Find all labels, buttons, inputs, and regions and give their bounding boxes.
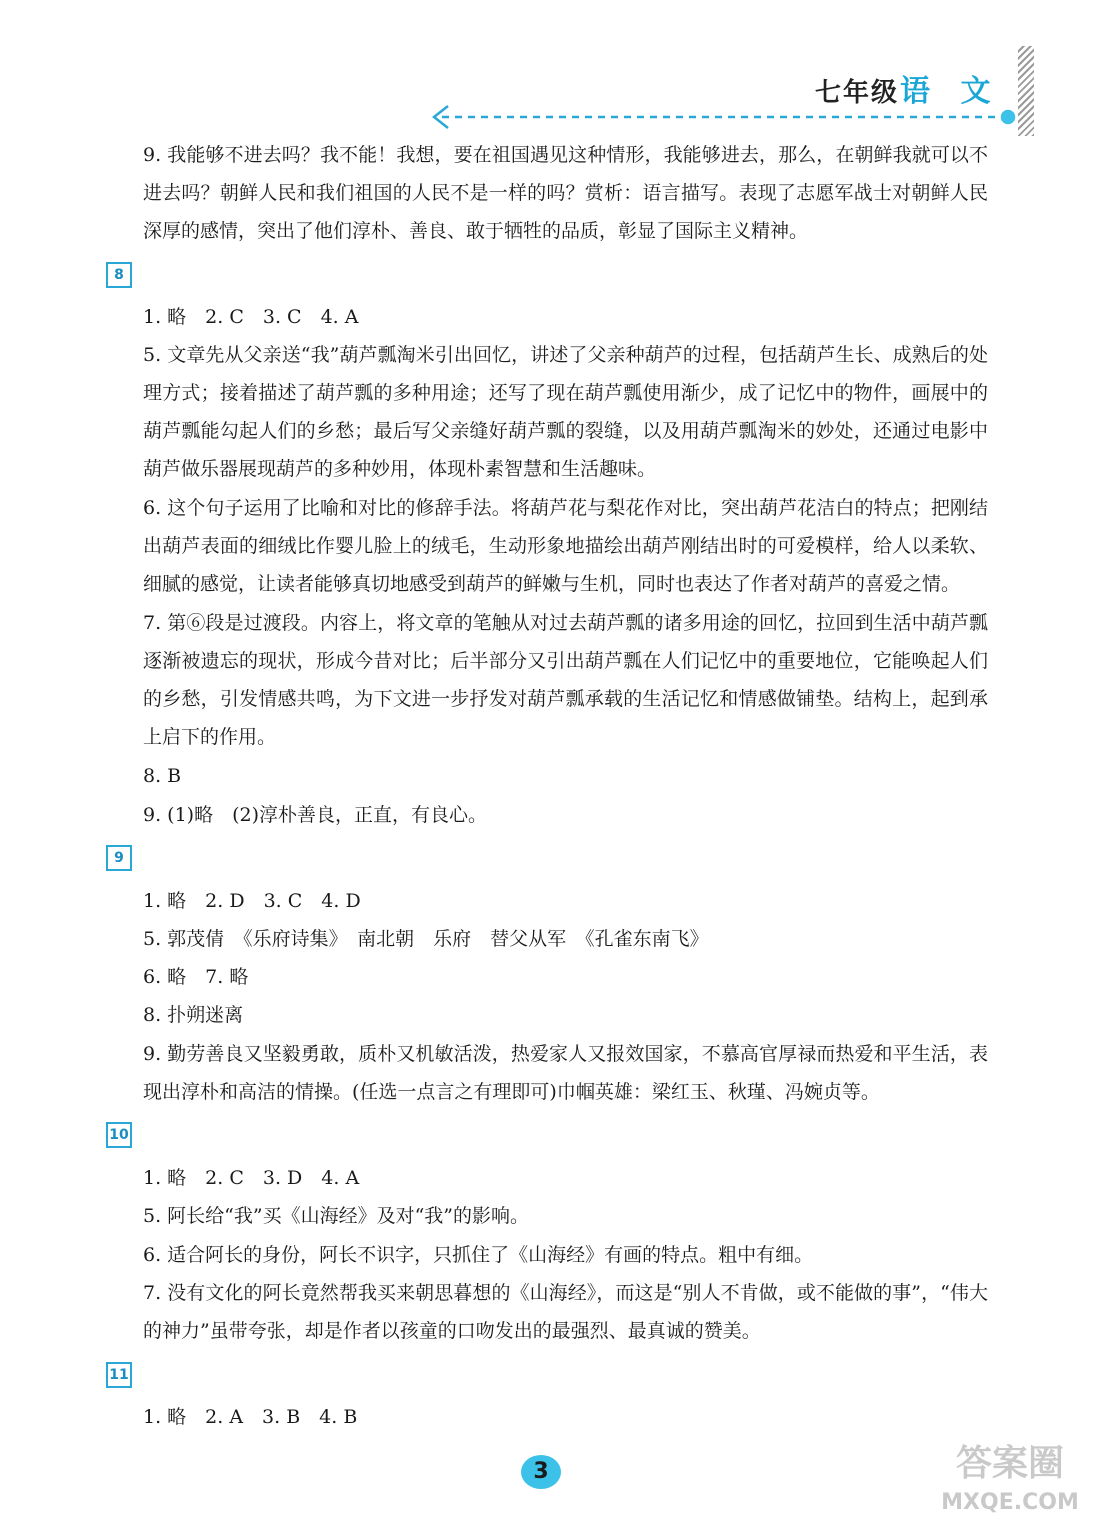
s9-question-1-4: 1. 略 2. D 3. C 4. D [143, 890, 361, 912]
s8-question-8: 8. B [143, 765, 182, 787]
s10-question-1-4: 1. 略 2. C 3. D 4. A [143, 1167, 360, 1189]
page-number: 3 [521, 1455, 561, 1489]
watermark-text-main: 答案圈 [955, 1443, 1064, 1484]
s8-question-5: 5. 文章先从父亲送“我”葫芦瓢淘米引出回忆，讲述了父亲种葫芦的过程，包括葫芦生长、成熟后的处理方式；接着描述了葫芦瓢的多种用途；还写了现在葫芦瓢使用渐少，成了记忆中的物件，画展中的葫芦瓢能勾起人们的乡愁；最后写父亲缝好葫芦瓢的裂缝，以及用葫芦瓢淘米的妙处，还通过电影中葫芦做乐器展现葫芦的多种妙用，体现朴素智慧和生活趣味。 [143, 344, 988, 480]
s8-question-7: 7. 第⑥段是过渡段。内容上，将文章的笔触从对过去葫芦瓢的诸多用途的回忆，拉回到生活中葫芦瓢逐渐被遗忘的现状，形成今昔对比；后半部分又引出葫芦瓢在人们记忆中的重要地位，它能唤起人们的乡愁，引发情感共鸣，为下文进一步抒发对葫芦瓢承载的生活记忆和情感做铺垫。结构上，起到承上启下的作用。 [143, 612, 988, 748]
s8-question-9: 9. (1)略 (2)淳朴善良，正直，有良心。 [143, 804, 487, 826]
s8-question-6: 6. 这个句子运用了比喻和对比的修辞手法。将葫芦花与梨花作对比，突出葫芦花洁白的特点；把刚结出葫芦表面的细绒比作婴儿脸上的绒毛，生动形象地描绘出葫芦刚结出时的可爱模样，给人以柔软、细腻的感觉，让读者能够真切地感受到葫芦的鲜嫩与生机，同时也表达了作者对葫芦的喜爱之情。 [143, 497, 988, 595]
header-arrow-line [428, 100, 1028, 136]
s11-question-1-4: 1. 略 2. A 3. B 4. B [143, 1406, 358, 1428]
s10-question-5: 5. 阿长给“我”买《山海经》及对“我”的影响。 [143, 1205, 530, 1227]
s9-question-6-7: 6. 略 7. 略 [143, 966, 249, 988]
s9-question-9: 9. 勤劳善良又坚毅勇敢，质朴又机敏活泼，热爱家人又报效国家，不慕高官厚禄而热爱和平生活，表现出淳朴和高洁的情操。(任选一点言之有理即可)巾帼英雄：梁红玉、秋瑾、冯婉贞等。 [143, 1043, 988, 1103]
watermark-logo [935, 1440, 1085, 1530]
intro-question-9: 9. 我能够不进去吗？我不能！我想，要在祖国遇见这种情形，我能够进去，那么，在朝鲜我就可以不进去吗？朝鲜人民和我们祖国的人民不是一样的吗？赏析：语言描写。表现了志愿军战士对朝鲜人民深厚的感情，突出了他们淳朴、善良、敢于牺牲的品质，彰显了国际主义精神。 [143, 144, 988, 242]
section-label-9: 9 [106, 845, 132, 871]
watermark-text-url: MXQE.COM [941, 1490, 1079, 1515]
s10-question-6: 6. 适合阿长的身份，阿长不识字，只抓住了《山海经》有画的特点。粗中有细。 [143, 1244, 814, 1266]
header-grade: 七年级 [815, 78, 900, 108]
s9-question-5: 5. 郭茂倩 《乐府诗集》 南北朝 乐府 替父从军 《孔雀东南飞》 [143, 928, 709, 950]
s9-question-8: 8. 扑朔迷离 [143, 1004, 244, 1026]
section-label-8: 8 [106, 262, 132, 288]
section-label-10: 10 [106, 1122, 132, 1148]
header-subject: 语 文 [900, 74, 1001, 109]
s8-question-1-4: 1. 略 2. C 3. C 4. A [143, 306, 359, 328]
s10-question-7: 7. 没有文化的阿长竟然帮我买来朝思暮想的《山海经》，而这是“别人不肯做，或不能做的事”，“伟大的神力”虽带夸张，却是作者以孩童的口吻发出的最强烈、最真诚的赞美。 [143, 1282, 988, 1342]
section-label-11: 11 [106, 1362, 132, 1388]
